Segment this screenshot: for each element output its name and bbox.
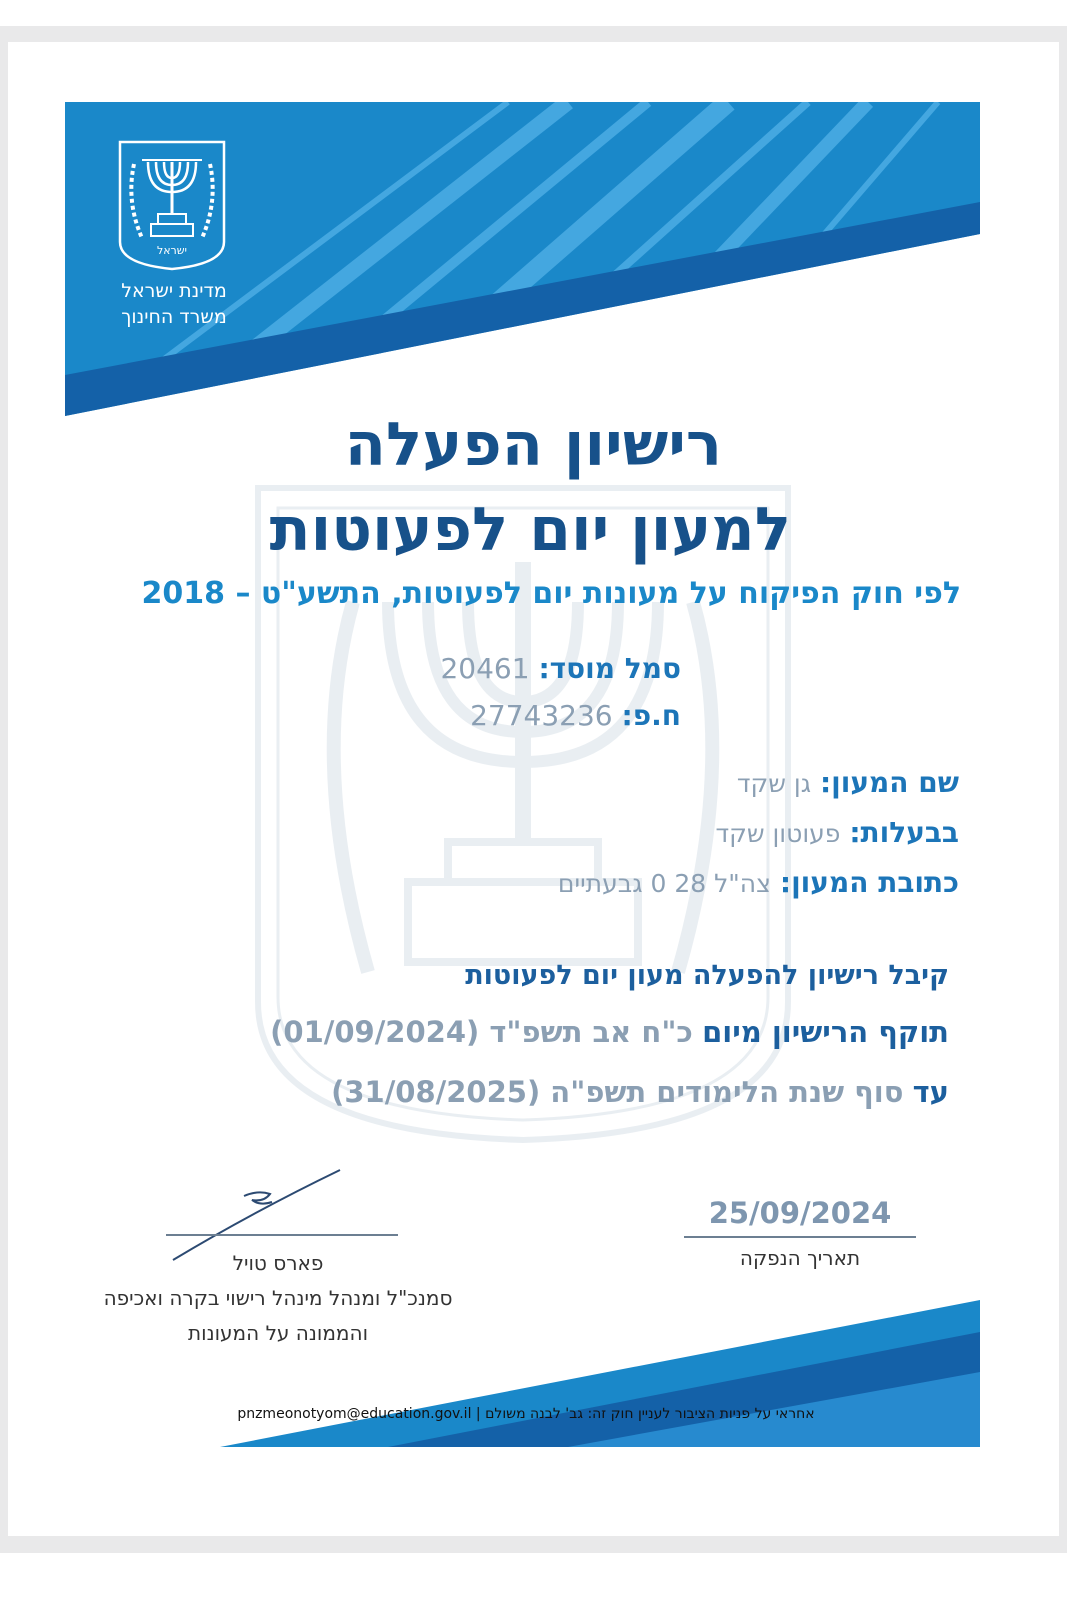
company-number-value: 27743236 [470,699,613,732]
daycare-name-value: גן שקד [736,769,812,798]
ministry-line-1: מדינת ישראל [121,280,227,302]
daycare-address-row [558,866,959,899]
daycare-name-row [737,766,959,799]
valid-from-label: תוקף הרישיון מיום [702,1015,949,1049]
law-subtitle: לפי חוק הפיקוח על מעונות יום לפעוטות, התשע"ט – 2018 [141,576,961,611]
company-number-label: ח.פ: [621,699,681,732]
license-document [8,42,1059,1536]
footer-responsible-text: אחראי על פניות הציבור לעניין חוק זה: גב' לבנה משולם [485,1406,815,1422]
daycare-owner-label: בבעלות: [849,816,959,849]
top-banner [65,102,980,416]
institution-code-value: 20461 [440,652,530,685]
signatory-name: פארס טויל [232,1251,324,1275]
emblem-inscription: ישראל [156,244,188,257]
signatory-title-line-2: והממונה על המעונות [187,1321,369,1345]
footer-contact [186,1406,866,1422]
daycare-owner-row [715,816,959,849]
footer-email-link[interactable]: pnzmeonotyom@education.gov.il [237,1406,472,1422]
document-title-line-2: למעון יום לפעוטות [269,495,791,565]
signatory-title-line-1: סמנכ"ל ומנהל מינהל רישוי בקרה ואכיפה [103,1286,453,1310]
footer-separator: | [475,1406,481,1422]
previous-page-edge [0,0,1067,26]
next-page-edge [0,1553,1067,1600]
license-valid-until-row [331,1075,949,1109]
ministry-name [100,278,248,330]
signatory-block [68,1246,488,1351]
company-number-row [470,699,681,732]
ministry-line-2: משרד החינוך [121,306,227,328]
document-title-line-1: רישיון הפעלה [344,410,722,480]
issue-date-line [684,1236,916,1238]
daycare-address-value: צה"ל 28 0 גבעתיים [557,869,771,898]
valid-until-label: עד [912,1075,949,1109]
institution-code-label: סמל מוסד: [538,652,681,685]
valid-from-value: כ"ח אב תשפ"ד (01/09/2024) [270,1015,693,1049]
daycare-name-label: שם המעון: [819,766,959,799]
daycare-address-label: כתובת המעון: [779,866,959,899]
issue-date-label: תאריך הנפקה [739,1246,861,1270]
valid-until-value: סוף שנת הלימודים תשפ"ה (31/08/2025) [331,1075,904,1109]
issue-date-value: 25/09/2024 [708,1196,892,1230]
license-valid-from-row [270,1015,949,1049]
license-receives-text: קיבל רישיון להפעלה מעון יום לפעוטות [465,960,949,991]
signature-line [166,1234,398,1236]
institution-code-row [440,652,681,685]
daycare-owner-value: פעוטון שקד [715,819,841,848]
